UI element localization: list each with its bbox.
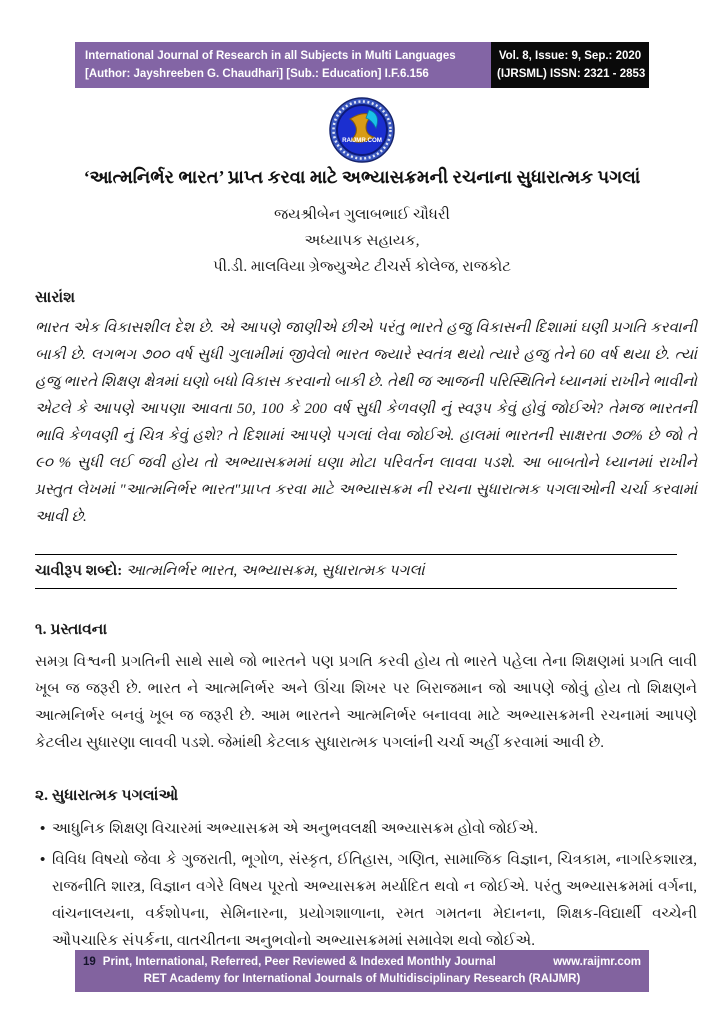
keywords-box [35, 554, 677, 589]
header-journal-block [75, 42, 491, 88]
section-1-heading: ૧. પ્રસ્તાવના [35, 621, 108, 638]
footer-line1 [83, 954, 641, 971]
abstract-heading: સારાંશ [35, 289, 76, 306]
page-header [75, 42, 649, 88]
journal-title: International Journal of Research in all Subjects in Multi Languages [85, 50, 456, 62]
keywords-label: ચાવીરૂપ શબ્દો: [35, 563, 123, 579]
footer-website: www.raijmr.com [553, 956, 641, 968]
section-2-bullet-list [40, 816, 697, 959]
footer-journal-description: Print, International, Referred, Peer Reviewed & Indexed Monthly Journal [102, 956, 496, 968]
section-2-heading: ૨. સુધારાત્મક પગલાંઓ [35, 787, 179, 804]
raijmr-logo [329, 97, 395, 163]
header-issue-block [491, 42, 649, 88]
page-footer [75, 950, 649, 992]
article-title: ‘આત્મનિર્ભર ભારત’ પ્રાપ્ત કરવા માટે અભ્યાસક્રમની રચનાના સુધારાત્મક પગલાં [83, 167, 641, 187]
volume-issue-line: Vol. 8, Issue: 9, Sep.: 2020 [498, 50, 642, 62]
page-number: 19 [83, 956, 96, 968]
footer-academy-line: RET Academy for International Journals of Multidisciplinary Research (RAIJMR) [143, 973, 581, 986]
abstract-text: ભારત એક વિકાસશીલ દેશ છે. એ આપણે જાણીએ છીએ પરંતુ ભારતે હજુ વિકાસની દિશામાં ઘણી પ્રગતિ કરવાની બાકી છે. લગભગ ૭૦૦ વર્ષ સુધી ગુલામીમાં જીવેલો ભારત જ્યારે સ્વતંત્ર થયો ત્યારે હજુ તેને 60 વર્ષ થયા છે. ત્યાં હજુ ભારતે શિક્ષણ ક્ષેત્રમાં ઘણો બધો વિકાસ કરવાનો બાકી છે. તેથી જ આજની પરિસ્થિતિને ધ્યાનમાં રાખીને ભાવીનો એટલે કે આપણે આપણા આવતા 50, 100 કે 200 વર્ષ સુધી કેળવણી નું સ્વરૂપ કેવું હોવું જોઈએ? તેમજ ભારતની ભાવિ કેળવણી નું ચિત્ર કેવું હશે? તે દિશામાં આપણે પગલાં લેવા જોઈએ. હાલમાં ભારતની સાક્ષરતા ૭૦% છે જો તે ૯૦ % સુધી લઈ જવી હોય તો અભ્યાસક્રમમાં ઘણા મોટા પરિવર્તન લાવવા પડશે. આ બાબતોને ધ્યાનમાં રાખીને પ્રસ્તુત લેખમાં "આત્મનિર્ભર ભારત"પ્રાપ્ત કરવા માટે અભ્યાસક્રમ ની રચના સુધારાત્મક પગલાઓની ચર્ચા કરવામાં આવી છે. [35, 320, 697, 525]
article-author: જયશ્રીબેન ગુલાબભાઈ ચૌધરી [274, 207, 450, 223]
bullet-item: • આધુનિક શિક્ષણ વિચારમાં અભ્યાસક્રમ એ અનુભવલક્ષી અભ્યાસક્રમ હોવો જોઈએ. [40, 816, 697, 843]
bullet-item: • વિવિધ વિષયો જેવા કે ગુજરાતી, ભૂગોળ, સંસ્કૃત, ઈતિહાસ, ગણિત, સામાજિક વિજ્ઞાન, ચિત્રકામ, નાગરિકશાસ્ત્ર, રાજનીતિ શાસ્ત્ર, વિજ્ઞાન વગેરે વિષય પૂરતો અભ્યાસક્રમ મર્યાદિત થવો ન જોઈએ. પરંતુ અભ્યાસક્રમમાં વર્ગના, વાંચનાલયના, વર્કશોપના, સેમિનારના, પ્રયોગશાળાના, રમત ગમતના મેદાનના, શિક્ષક-વિદ્યાર્થી વચ્ચેની ઔપચારિક સંપર્કના, વાતચીતના અનુભવોનો અભ્યાસક્રમમાં સમાવેશ થવો જોઈએ. [40, 847, 697, 955]
keywords-text: આત્મનિર્ભર ભારત, અભ્યાસક્રમ, સુધારાત્મક પગલાં [122, 563, 425, 579]
logo-text: RAIJMR.COM [342, 137, 382, 144]
section-1-text: સમગ્ર વિશ્વની પ્રગતિની સાથે સાથે જો ભારતને પણ પ્રગતિ કરવી હોય તો ભારતે પહેલા તેના શિક્ષણમાં પ્રગતિ લાવી ખૂબ જ જરૂરી છે. ભારત ને આત્મનિર્ભર અને ઊંચા શિખર પર બિરાજમાન જો આપણે જોવું હોય તો શિક્ષણને આત્મનિર્ભર બનવું ખૂબ જ જરૂરી છે. આમ ભારતને આત્મનિર્ભર બનાવવા માટે અભ્યાસક્રમની રચનામાં આપણે કેટલીય સુધારણા લાવવી પડશે. જેમાંથી કેટલાક સુધારાત્મક પગલાંની ચર્ચા અહીં કરવામાં આવી છે. [35, 654, 697, 751]
author-affiliation: પી.ડી. માલવિયા ગ્રેજ્યુએટ ટીચર્સ કોલેજ, રાજકોટ [213, 259, 511, 275]
issn-line: (IJRSML) ISSN: 2321 - 2853 [497, 68, 646, 81]
raijmr-logo-icon [329, 97, 395, 163]
author-designation: અધ્યાપક સહાયક, [304, 233, 420, 249]
journal-author-line: [Author: Jayshreeben G. Chaudhari] [Sub.: Education] I.F.6.156 [85, 68, 429, 81]
